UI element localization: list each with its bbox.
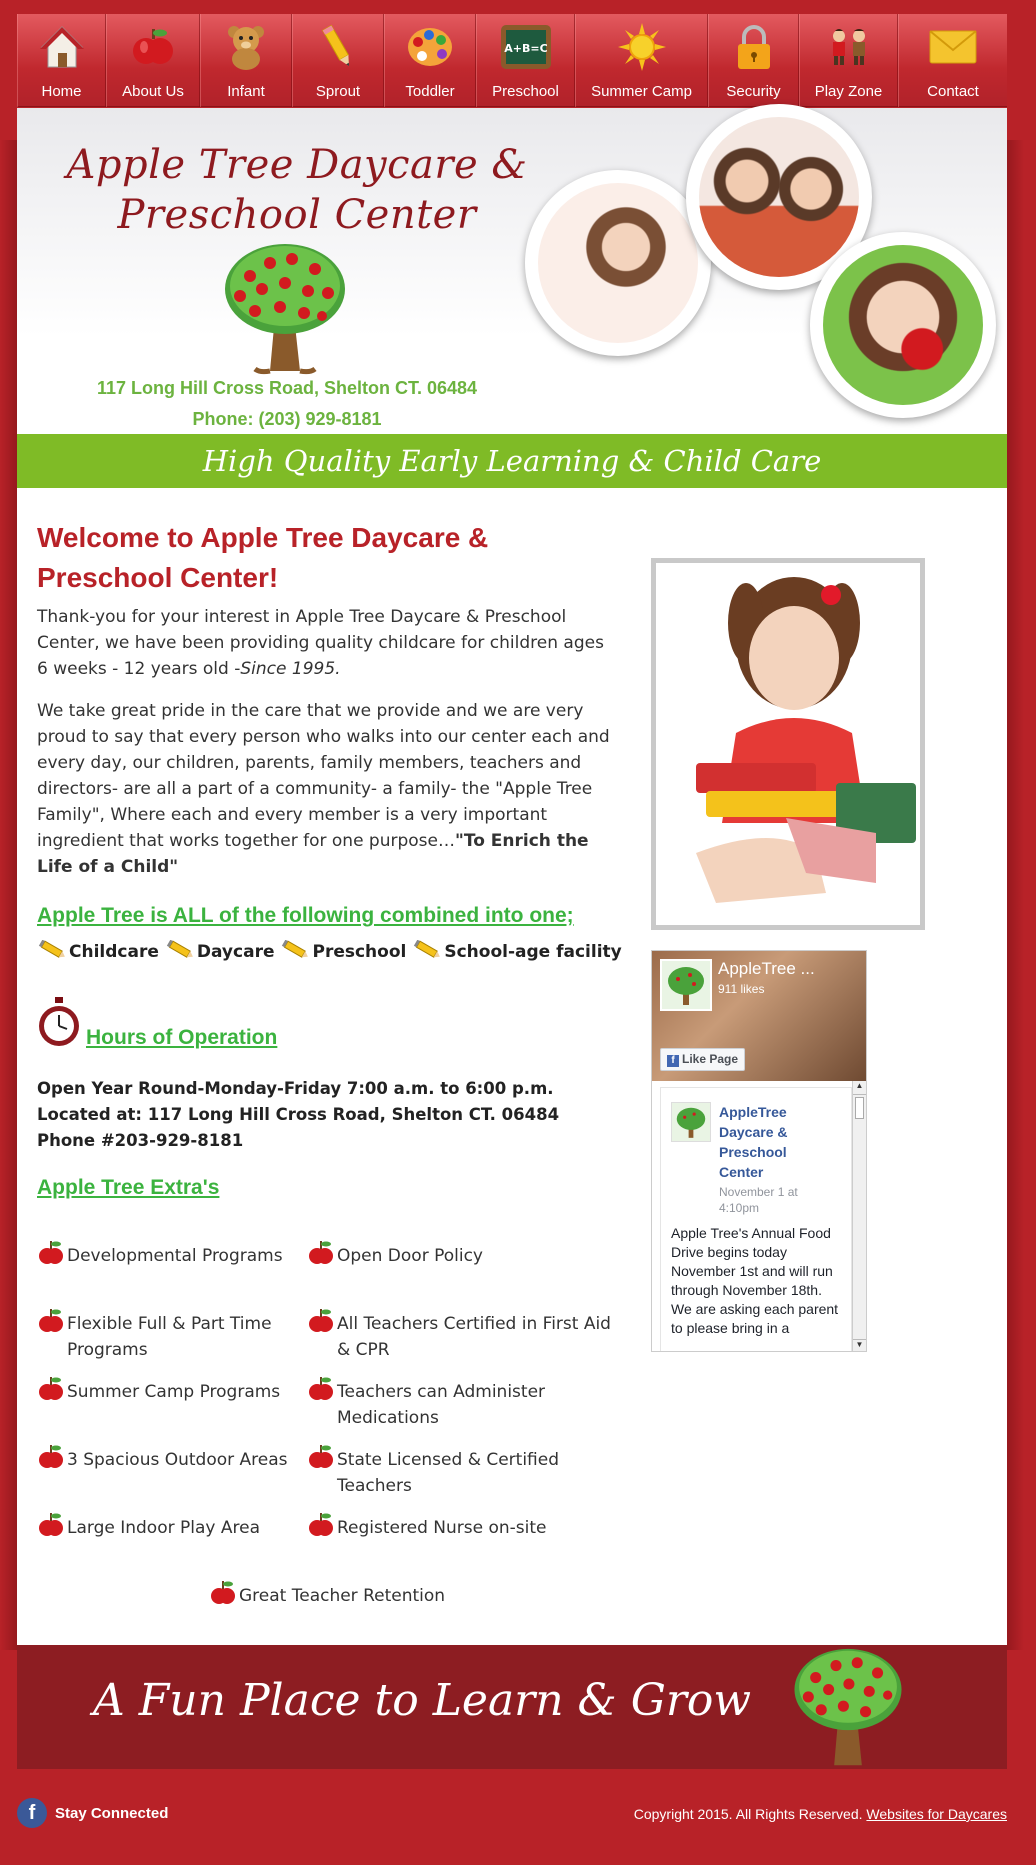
extra-label: Registered Nurse on-site	[337, 1518, 547, 1538]
extra-label: Large Indoor Play Area	[67, 1518, 260, 1538]
extras-heading[interactable]: Apple Tree Extra's	[37, 1176, 220, 1199]
extra-item	[307, 1243, 627, 1269]
main-content	[17, 488, 1007, 1645]
apple-icon	[307, 1509, 335, 1539]
pencil-icon	[412, 940, 442, 962]
facility-label: School-age facility	[444, 942, 622, 962]
apple-tree-footer-icon	[788, 1647, 908, 1773]
extra-label: 3 Spacious Outdoor Areas	[67, 1450, 288, 1470]
since-text: Since 1995.	[240, 659, 341, 679]
smiling-girl-photo	[651, 558, 925, 930]
nav-toddler[interactable]	[384, 14, 476, 107]
facebook-post	[660, 1087, 852, 1352]
nav-label: Home	[41, 83, 82, 100]
intro-text: Thank-you for your interest in Apple Tree Daycare & Preschool Center, we have been providing quality childcare for children ages 6 weeks - 12 years old -	[37, 607, 604, 679]
scroll-down-icon[interactable]: ▼	[853, 1339, 866, 1352]
facebook-scrollbar[interactable]	[852, 1081, 866, 1352]
chalkboard-icon	[499, 20, 553, 74]
extra-label: Developmental Programs	[67, 1246, 283, 1266]
hours-info	[37, 1076, 637, 1154]
apple-tree-logo	[220, 241, 350, 380]
apple-icon	[307, 1441, 335, 1471]
facility-item	[412, 940, 621, 962]
paint-palette-icon	[403, 20, 457, 74]
extra-label: Summer Camp Programs	[67, 1382, 281, 1402]
apple-icon	[307, 1237, 335, 1267]
nav-label: Contact	[927, 83, 979, 100]
like-button-label: Like Page	[682, 1052, 739, 1066]
apple-icon	[37, 1305, 65, 1335]
facebook-like-button[interactable]	[660, 1048, 745, 1071]
nav-label: Infant	[227, 83, 265, 100]
extra-item	[307, 1379, 567, 1431]
site-title-line2: Preschool Center	[117, 192, 477, 238]
apple-icon	[37, 1509, 65, 1539]
nav-label: Preschool	[492, 83, 559, 100]
bottom-banner	[17, 1645, 1007, 1769]
apple-icon	[307, 1305, 335, 1335]
stay-connected[interactable]	[17, 1798, 168, 1828]
extra-item	[37, 1379, 297, 1405]
site-header	[17, 108, 1007, 434]
nav-contact[interactable]	[898, 14, 1007, 107]
extra-item	[37, 1311, 297, 1363]
nav-summer-camp[interactable]	[575, 14, 708, 107]
facility-item	[165, 940, 275, 962]
post-author-name[interactable]: AppleTree Daycare & Preschool Center	[719, 1104, 788, 1180]
facebook-icon: f	[667, 1055, 679, 1067]
extra-item	[209, 1583, 529, 1609]
nav-label: Security	[726, 83, 781, 100]
apple-icon	[126, 20, 180, 74]
facebook-likes-count: 911 likes	[718, 982, 765, 996]
facebook-page-name[interactable]: AppleTree ...	[718, 959, 815, 978]
bottom-slogan: A Fun Place to Learn & Grow	[93, 1675, 752, 1726]
extra-label: Flexible Full & Part Time Programs	[67, 1314, 272, 1360]
facility-label: Preschool	[312, 942, 407, 962]
pencil-icon	[311, 20, 365, 74]
extra-item	[37, 1447, 297, 1473]
hours-heading[interactable]: Hours of Operation	[86, 1026, 278, 1049]
welcome-heading	[37, 518, 557, 598]
extra-label: Open Door Policy	[337, 1246, 483, 1266]
nav-label: Toddler	[405, 83, 455, 100]
house-icon	[35, 20, 89, 74]
pencil-icon	[37, 940, 67, 962]
nav-label: About Us	[122, 83, 184, 100]
extra-item	[37, 1515, 297, 1541]
nav-infant[interactable]	[200, 14, 292, 107]
websites-for-daycares-link[interactable]: Websites for Daycares	[866, 1806, 1007, 1822]
nav-about-us[interactable]	[106, 14, 200, 107]
header-address: 117 Long Hill Cross Road, Shelton CT. 06484	[96, 378, 478, 398]
pencil-icon	[165, 940, 195, 962]
envelope-icon	[926, 20, 980, 74]
site-footer	[17, 1790, 1007, 1840]
welcome-line1: Welcome to Apple Tree Daycare &	[37, 522, 489, 553]
left-shadow	[0, 140, 17, 1650]
nav-label: Sprout	[315, 83, 361, 100]
location-line: Located at: 117 Long Hill Cross Road, Shelton CT. 06484	[37, 1105, 560, 1124]
nav-sprout[interactable]	[292, 14, 384, 107]
post-date[interactable]: November 1 at 4:10pm	[719, 1185, 798, 1215]
pencil-icon	[280, 940, 310, 962]
site-title[interactable]	[47, 140, 547, 240]
scroll-thumb[interactable]	[855, 1097, 864, 1119]
scroll-up-icon[interactable]: ▲	[853, 1081, 866, 1095]
pride-text: We take great pride in the care that we provide and we are very proud to say that every person who walks into our center each and every day, our children, parents, family members, teachers and directors- are all a part of a community- a family- the "Apple Tree Family", Where each and every member is a very important ingredient that works together for one purpose…	[37, 701, 610, 851]
stay-connected-label: Stay Connected	[55, 1804, 169, 1822]
svg-text:A+B=C: A+B=C	[503, 42, 548, 55]
extra-label: Great Teacher Retention	[239, 1586, 446, 1606]
nav-label: Summer Camp	[591, 83, 692, 100]
extra-item	[37, 1243, 297, 1269]
pride-paragraph	[37, 698, 617, 880]
main-nav	[17, 14, 1007, 107]
facility-label: Childcare	[69, 942, 159, 962]
welcome-line2: Preschool Center!	[37, 562, 279, 593]
facebook-widget	[651, 950, 867, 1352]
photo-girl-eating-apple	[810, 232, 996, 418]
site-title-line1: Apple Tree Daycare &	[66, 142, 528, 188]
copyright-text: Copyright 2015. All Rights Reserved.	[633, 1806, 867, 1822]
extra-label: State Licensed & Certified Teachers	[337, 1450, 560, 1496]
extra-label: Teachers can Administer Medications	[337, 1382, 546, 1428]
hours-line: Open Year Round-Monday-Friday 7:00 a.m. to 6:00 p.m.	[37, 1079, 554, 1098]
apple-icon	[37, 1237, 65, 1267]
facebook-page-avatar[interactable]	[660, 959, 712, 1011]
intro-paragraph	[37, 604, 617, 682]
header-phone: Phone: (203) 929-8181	[192, 409, 382, 429]
nav-play-zone[interactable]	[799, 14, 898, 107]
tagline-bar: High Quality Early Learning & Child Care	[17, 434, 1007, 488]
nav-security[interactable]	[708, 14, 799, 107]
apple-icon	[37, 1373, 65, 1403]
extra-item	[307, 1515, 627, 1541]
stopwatch-icon	[37, 996, 81, 1052]
phone-line: Phone #203-929-8181	[37, 1131, 244, 1150]
extra-label: All Teachers Certified in First Aid & CPR	[337, 1314, 611, 1360]
nav-home[interactable]	[17, 14, 106, 107]
photo-girl-glasses	[525, 170, 711, 356]
apple-icon	[209, 1577, 237, 1607]
copyright	[634, 1806, 1007, 1822]
facebook-icon[interactable]: f	[17, 1798, 47, 1828]
teddy-bear-icon	[219, 20, 273, 74]
children-icon	[822, 20, 876, 74]
post-text: Apple Tree's Annual Food Drive begins today November 1st and will run through November 18th. We are asking each parent to please bring in a	[671, 1225, 839, 1336]
apple-icon	[307, 1373, 335, 1403]
combined-heading[interactable]: Apple Tree is ALL of the following combined into one;	[37, 904, 574, 927]
lock-icon	[727, 20, 781, 74]
apple-icon	[37, 1441, 65, 1471]
facility-item	[37, 940, 159, 962]
enrich-text: "To Enrich the Life of a Child"	[37, 831, 589, 877]
facebook-cover	[652, 951, 866, 1081]
right-shadow	[1007, 140, 1024, 1650]
sun-icon	[615, 20, 669, 74]
post-author-avatar[interactable]	[671, 1102, 711, 1142]
nav-preschool[interactable]	[476, 14, 575, 107]
nav-label: Play Zone	[814, 83, 883, 100]
extra-item	[307, 1311, 627, 1363]
facility-label: Daycare	[196, 942, 275, 962]
facility-list	[37, 940, 622, 962]
extra-item	[307, 1447, 567, 1499]
facility-item	[280, 940, 406, 962]
